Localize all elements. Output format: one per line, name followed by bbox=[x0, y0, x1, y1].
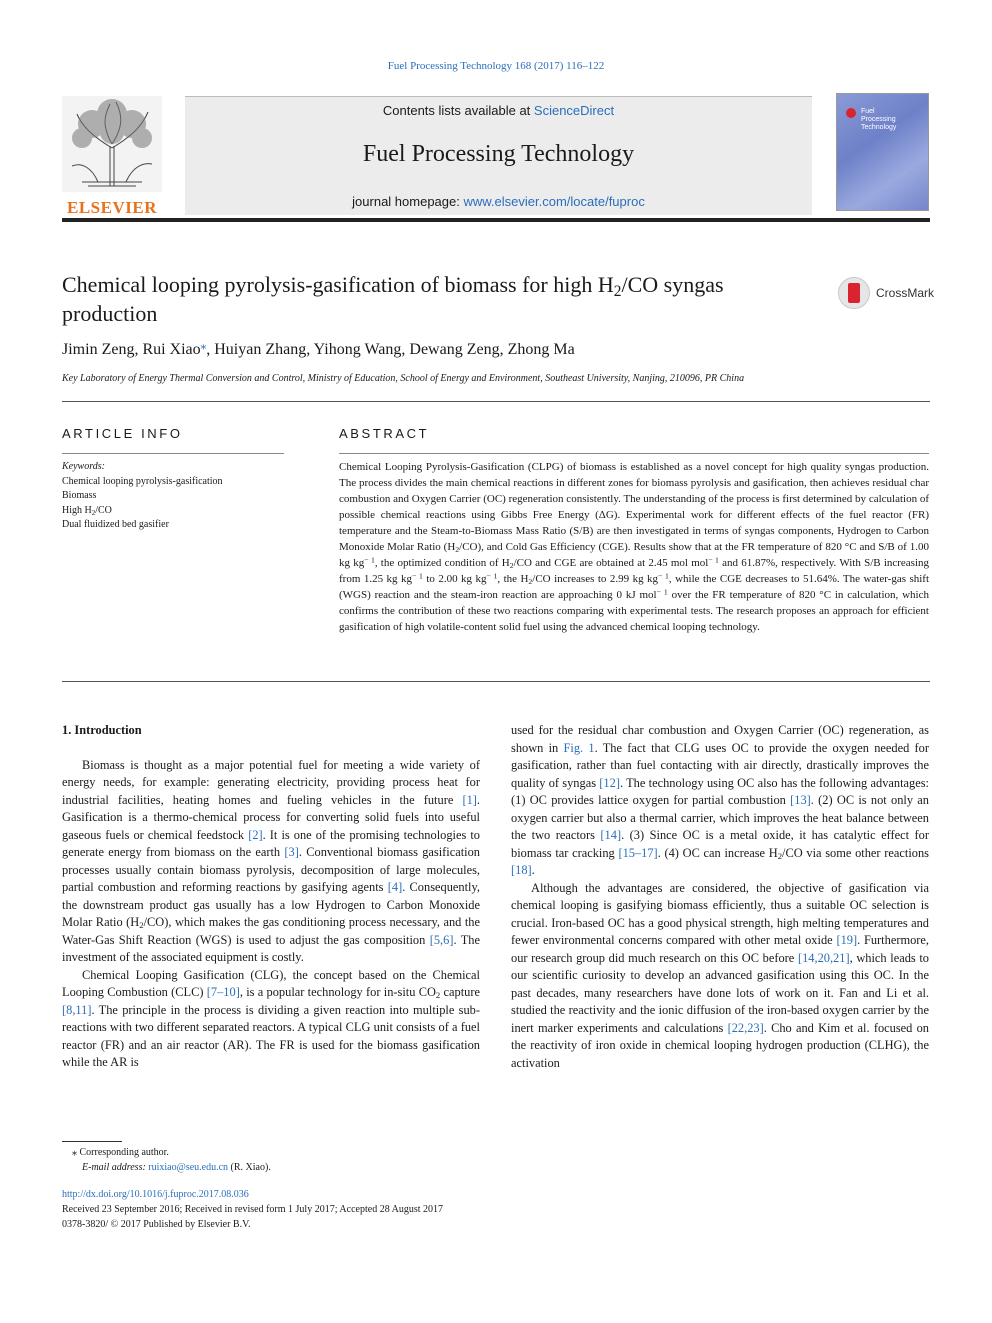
text-seg: /CO), which makes the gas conditioning process necessary, and the Water-Gas Shift Reaction (WGS) is used to adjust the gas composition bbox=[62, 915, 480, 947]
abstract-seg: , the optimized condition of H bbox=[374, 557, 510, 569]
superscript: − 1 bbox=[656, 587, 668, 597]
elsevier-wordmark: ELSEVIER bbox=[67, 198, 157, 217]
superscript: − 1 bbox=[412, 571, 423, 581]
citation-link[interactable]: [1] bbox=[462, 792, 477, 807]
keyword: Dual fluidized bed gasifier bbox=[62, 519, 169, 530]
text-seg: . Conventional biomass gasification processes usually contain biomass pyrolysis, decomposition of large molecules, partial combustion and reforming reactions by gasifying agents bbox=[62, 845, 480, 894]
contents-prefix: Contents lists available at bbox=[382, 103, 534, 118]
text-seg: . (4) OC can increase H bbox=[657, 845, 778, 860]
text-seg: . The technology using OC also has the following advantages: (1) OC provides lattice oxygen for partial combustion bbox=[511, 775, 929, 807]
abstract-seg: /CO), and Cold Gas Efficiency (CGE). Results show that at the FR temperature of 820 °C and S/B of 1.00 kg kg bbox=[339, 541, 929, 569]
header-divider bbox=[62, 218, 930, 222]
doi-url[interactable]: http://dx.doi.org/10.1016/j.fuproc.2017.08.036 bbox=[62, 1189, 249, 1200]
corresponding-mark: ⁎ bbox=[72, 1147, 77, 1158]
abstract-seg: to 2.00 kg kg bbox=[422, 573, 487, 585]
text-seg: . The fact that CLG uses OC to provide the oxygen needed for gasification, rather than fuel contacting with air directly, drastically improves the quality of syngas bbox=[511, 740, 929, 790]
abstract-seg: over the FR temperature of 820 °C in calculation, which confirms the contribution of these two reactions comparing with experimental tests. The research proposes an approach for efficient gasification of high volatile-content solid fuel using the advanced chemical looping technology. bbox=[339, 589, 929, 633]
subscript: 2 bbox=[435, 990, 441, 1001]
citation-link[interactable]: [7–10] bbox=[206, 985, 240, 999]
citation-link[interactable]: [3] bbox=[284, 845, 299, 859]
keywords-label: Keywords: bbox=[62, 461, 105, 472]
citation-link[interactable]: [19] bbox=[836, 933, 858, 947]
cover-title-line: Technology bbox=[861, 124, 897, 131]
section-divider bbox=[62, 401, 930, 402]
keyword-text: /CO bbox=[95, 504, 112, 516]
section-heading-introduction: 1. Introduction bbox=[62, 723, 142, 737]
citation-link[interactable]: [13] bbox=[790, 793, 811, 807]
text-seg: . Furthermore, our research group did much research on this OC before bbox=[511, 933, 930, 965]
subscript: 2 bbox=[777, 850, 783, 861]
keyword: Biomass bbox=[62, 490, 97, 501]
email-suffix: (R. Xiao). bbox=[228, 1162, 271, 1173]
email-note bbox=[82, 1162, 271, 1173]
authors-text: Jimin Zeng, Rui Xiao bbox=[62, 341, 201, 358]
crossmark-badge[interactable] bbox=[838, 277, 933, 311]
homepage-prefix: journal homepage: bbox=[352, 194, 464, 209]
sciencedirect-link[interactable]: ScienceDirect bbox=[533, 103, 615, 118]
abstract-divider bbox=[339, 453, 929, 454]
authors-text: , Huiyan Zhang, Yihong Wang, Dewang Zeng, Zhong Ma bbox=[206, 341, 575, 358]
text-seg: , which leads to our scientific curiosity to develop an advanced gasification using this OC. In the past decades, many researchers have done lots of work on it. Fan and Li et al. studied the reactivity and the ionic diffusion of the iron-based oxygen carrier by the inert marker experiments and calculations bbox=[511, 950, 929, 1035]
article-history: Received 23 September 2016; Received in revised form 1 July 2017; Accepted 28 August 2017 bbox=[62, 1204, 444, 1215]
text-seg: Biomass is thought as a major potential fuel for meeting a wide variety of energy needs, for example: generating electricity, providing process heat for industrial facilities, heating homes and fueling vehicles in the future bbox=[62, 757, 480, 807]
journal-cover[interactable] bbox=[836, 93, 929, 211]
superscript: − 1 bbox=[708, 555, 719, 565]
abstract-text bbox=[339, 459, 929, 635]
title-text: Chemical looping pyrolysis-gasification of biomass for high H bbox=[62, 272, 614, 297]
homepage-link[interactable]: www.elsevier.com/locate/fuproc bbox=[463, 194, 645, 209]
text-seg: . Consequently, the downstream product gas usually has a low Hydrogen to Carbon Monoxide Molar Ratio (H bbox=[62, 880, 480, 929]
body-paragraph bbox=[511, 880, 929, 1073]
superscript: − 1 bbox=[486, 571, 498, 581]
crossmark-label: CrossMark bbox=[876, 286, 935, 300]
keyword-subscript: 2 bbox=[91, 508, 96, 517]
keywords-block bbox=[62, 460, 284, 533]
journal-title: Fuel Processing Technology bbox=[362, 141, 635, 167]
body-divider bbox=[62, 681, 930, 682]
superscript: − 1 bbox=[364, 555, 375, 565]
abstract-seg: and 61.87%, respectively. With S/B increasing from 1.25 kg kg bbox=[339, 557, 930, 585]
elsevier-logo[interactable] bbox=[62, 96, 162, 217]
text-seg: /CO via some other reactions bbox=[782, 845, 929, 860]
keyword bbox=[62, 504, 284, 519]
body-paragraph bbox=[511, 722, 929, 880]
citation-link[interactable]: [14,20,21] bbox=[797, 950, 850, 965]
author-list bbox=[62, 341, 575, 359]
elsevier-tree-icon bbox=[62, 96, 162, 192]
email-label: E-mail address: bbox=[82, 1162, 149, 1173]
title-text: /CO syngas production bbox=[62, 272, 724, 326]
subscript: 2 bbox=[509, 560, 514, 570]
text-seg: Chemical Looping Gasification (CLG), the concept based on the Chemical Looping Combustion (CLC) bbox=[62, 967, 480, 999]
cover-logo-icon bbox=[846, 108, 856, 118]
corresponding-author-mark[interactable]: ⁎ bbox=[200, 339, 207, 352]
keyword-text: High H bbox=[62, 504, 92, 516]
abstract-seg: , while the CGE decreases to 51.64%. The water-gas shift (WGS) reaction and the steam-iron reaction are approaching 0 kJ mol bbox=[339, 573, 930, 601]
citation-link[interactable]: [12] bbox=[599, 775, 620, 790]
copyright: 0378-3820/ © 2017 Published by Elsevier B.V. bbox=[62, 1219, 251, 1230]
abstract-heading: ABSTRACT bbox=[339, 426, 430, 441]
crossmark-icon bbox=[838, 277, 870, 309]
text-seg: . It is one of the promising technologies to generate energy from biomass on the earth bbox=[62, 827, 480, 859]
abstract-seg: /CO and CGE are obtained at 2.45 mol mol bbox=[513, 557, 709, 569]
citation-link[interactable]: [22,23] bbox=[727, 1020, 764, 1035]
subscript: 2 bbox=[139, 920, 144, 931]
email-link[interactable]: ruixiao@seu.edu.cn bbox=[148, 1162, 229, 1173]
text-seg: , is a popular technology for in-situ CO bbox=[239, 985, 436, 999]
doi-link[interactable] bbox=[62, 1189, 249, 1200]
citation-link[interactable]: [15–17] bbox=[618, 845, 658, 860]
text-seg: . (2) OC is not only an oxygen carrier but also a thermal carrier, which improves the heat balance between the two reactors bbox=[511, 793, 929, 842]
citation-link[interactable]: [8,11] bbox=[62, 1002, 92, 1017]
article-title bbox=[62, 270, 822, 328]
right-column bbox=[511, 722, 929, 1072]
superscript: − 1 bbox=[658, 571, 669, 581]
text-seg: . The investment of the associated equipment is costly. bbox=[62, 932, 480, 964]
article-info-heading: ARTICLE INFO bbox=[62, 426, 183, 441]
figure-link[interactable]: Fig. 1 bbox=[563, 740, 595, 755]
abstract-seg: , the H bbox=[497, 573, 529, 585]
journal-homepage bbox=[185, 194, 812, 209]
citation-link[interactable]: [2] bbox=[248, 827, 263, 842]
contents-available bbox=[185, 103, 812, 118]
text-seg: capture bbox=[440, 985, 480, 999]
subscript: 2 bbox=[528, 576, 533, 586]
subscript: 2 bbox=[455, 544, 460, 554]
text-seg: . Gasification is a thermo-chemical process for converting solid fuels into useful gaseous fuels or chemical feedstock bbox=[62, 792, 480, 842]
cover-title-line: Fuel bbox=[861, 108, 875, 115]
article-info-divider bbox=[62, 453, 284, 454]
abstract-seg: Chemical Looping Pyrolysis-Gasification (CLPG) of biomass is established as a novel concept for high quality syngas production. The process divides the main chemical reactions in different zones for biomass pyrolysis and gasification, then achieves residual char combustion and Oxygen Carrier (OC) regeneration consistently. The understanding of the process is first determined by calculation of possible chemical reactions using Gibbs Free Energy (ΔG). Experimental work for different effects of the fuel reactor (FR) temperature and the Steam-to-Biomass Mass Ratio (S/B) are then investigated in terms of syngas components, Hydrogen to Carbon Monoxide Molar Ratio (H bbox=[339, 461, 929, 553]
affiliation: Key Laboratory of Energy Thermal Conversion and Control, Ministry of Education, School of Energy and Environment, Southeast University, Nanjing, 210096, PR China bbox=[62, 373, 745, 384]
intro-paragraph bbox=[62, 967, 480, 1072]
left-column bbox=[62, 722, 480, 1072]
corresponding-author-note bbox=[72, 1147, 169, 1158]
title-subscript: 2 bbox=[613, 282, 622, 300]
text-seg: used for the residual char combustion and Oxygen Carrier (OC) regeneration, as shown in bbox=[511, 723, 929, 755]
journal-masthead bbox=[185, 96, 812, 215]
footnote-divider bbox=[62, 1141, 122, 1142]
text-seg: Although the advantages are considered, the objective of gasification via chemical looping is gasifying biomass efficiently, thus a suitable OC selection is crucial. Iron-based OC has a good physical strength, high melting temperatures and fewer environmental concerns compared with other metal oxide bbox=[511, 880, 929, 947]
text-seg: . (3) Since OC is a metal oxide, it has catalytic effect for biomass tar cracking bbox=[511, 828, 929, 860]
text-seg: . The principle in the process is dividing a given reaction into multiple sub-reactions with two different separated reactors. A typical CLG unit consists of a fuel reactor (FR) and an air reactor (AR). The FR is used for the biomass gasification while the AR is bbox=[62, 1002, 480, 1069]
text-seg: . Cho and Kim et al. focused on the reactivity of iron oxide in chemical looping hydrogen production (CLHG), the activation bbox=[511, 1020, 929, 1070]
citation-link[interactable]: [5,6] bbox=[429, 932, 454, 947]
corresponding-text: Corresponding author. bbox=[77, 1147, 169, 1158]
text-seg: . bbox=[531, 863, 535, 877]
keyword: Chemical looping pyrolysis-gasification bbox=[62, 475, 223, 487]
abstract-seg: /CO increases to 2.99 kg kg bbox=[532, 573, 659, 585]
citation-link[interactable]: [18] bbox=[511, 863, 532, 877]
cover-title-line: Processing bbox=[861, 116, 896, 123]
citation-link[interactable]: [4] bbox=[387, 880, 403, 894]
intro-paragraph bbox=[62, 757, 480, 967]
journal-citation[interactable]: Fuel Processing Technology 168 (2017) 116–122 bbox=[387, 60, 605, 72]
cover-title bbox=[861, 108, 896, 132]
citation-link[interactable]: [14] bbox=[600, 828, 622, 842]
